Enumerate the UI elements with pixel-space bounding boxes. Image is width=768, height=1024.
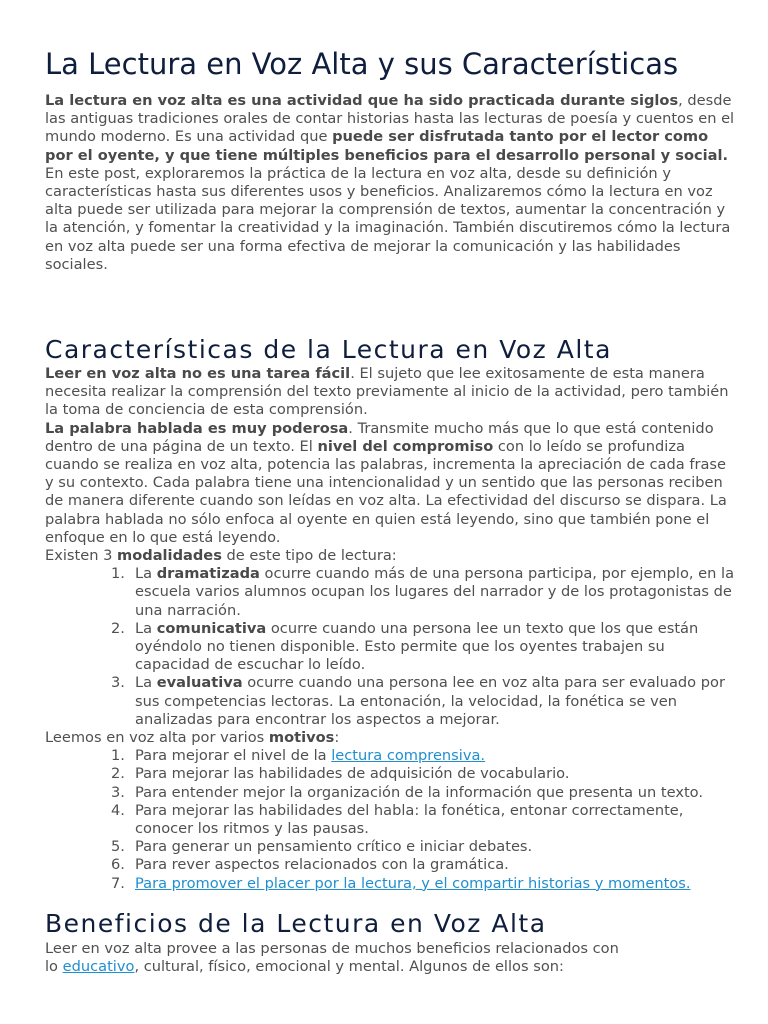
list-number: 1. <box>111 747 125 765</box>
intro-text-1: , desde las antiguas tradiciones orales de contar historias hasta las lecturas de poesía y cuentos en el mundo moderno. Es una actividad que <box>45 92 735 146</box>
list-text: Para generar un pensamiento crítico e iniciar debates. <box>135 838 533 856</box>
paragraph-tarea <box>45 365 735 420</box>
paragraph-palabra <box>45 420 735 547</box>
text-tarea: . El sujeto que lee exitosamente de esta manera necesita realizar la comprensión del texto previamente al inicio de la actividad, pero también la toma de conciencia de esta comprensión. <box>45 365 729 419</box>
list-number: 6. <box>111 856 125 874</box>
list-text: Para rever aspectos relacionados con la gramática. <box>135 856 509 874</box>
list-item <box>45 838 735 856</box>
list-number: 7. <box>111 874 125 892</box>
list-text: ocurre cuando una persona lee un texto que los que están oyéndolo no tienen disponible. Esto permite que los oyentes trabajen su capacidad de escuchar lo leído. <box>135 619 699 674</box>
list-item <box>45 565 735 620</box>
list-number: 1. <box>111 565 125 583</box>
bold-modalidades: modalidades <box>117 547 222 565</box>
bold-compromiso: nivel del compromiso <box>317 437 494 455</box>
list-text: Para mejorar las habilidades de adquisición de vocabulario. <box>135 765 570 783</box>
motivos-list <box>45 747 735 893</box>
bold-comunicativa: comunicativa <box>156 619 267 637</box>
list-number: 5. <box>111 838 125 856</box>
list-text: ocurre cuando más de una persona participa, por ejemplo, en la escuela varios alumnos ocupan los lugares del narrador y de los protagonistas de una narración. <box>135 565 735 619</box>
list-number: 3. <box>111 783 125 801</box>
bold-evaluativa: evaluativa <box>156 674 243 692</box>
list-text: Para entender mejor la organización de la información que presenta un texto. <box>135 783 703 801</box>
link-educativo[interactable]: educativo <box>62 958 135 976</box>
list-item <box>45 747 735 765</box>
paragraph-motivos <box>45 729 735 747</box>
list-text: La <box>135 565 157 583</box>
bold-tarea: Leer en voz alta no es una tarea fácil <box>45 365 351 382</box>
section-beneficios <box>45 940 735 976</box>
list-item <box>45 875 735 893</box>
section-caracteristicas <box>45 365 735 893</box>
beneficios-line-1: Leer en voz alta provee a las personas de muchos beneficios relacionados con <box>45 940 619 957</box>
intro-paragraph-1 <box>45 92 735 165</box>
intro <box>45 92 735 274</box>
intro-paragraph-2: En este post, exploraremos la práctica de la lectura en voz alta, desde su definición y características hasta sus diferentes usos y beneficios. Analizaremos cómo la lectura en voz alta puede ser utilizada para mejorar la comprensión de textos, aumentar la concentración y la atención, y fomentar la creatividad y la imaginación. También discutiremos cómo la lectura en voz alta puede ser una forma efectiva de mejorar la comunicación y las habilidades sociales. <box>45 164 731 273</box>
list-item <box>45 856 735 874</box>
link-placer-lectura[interactable]: Para promover el placer por la lectura, y el compartir historias y momentos. <box>135 874 691 892</box>
list-text: La <box>135 619 157 637</box>
section-heading-caracteristicas: Características de la Lectura en Voz Alta <box>45 335 612 364</box>
bold-palabra: La palabra hablada es muy poderosa <box>45 419 349 437</box>
list-number: 4. <box>111 801 125 819</box>
beneficios-line-2 <box>45 958 735 976</box>
list-item <box>45 784 735 802</box>
intro-bold-1: La lectura en voz alta es una actividad que ha sido practicada durante siglos <box>45 92 679 109</box>
section-heading-beneficios: Beneficios de la Lectura en Voz Alta <box>45 909 547 938</box>
list-item <box>45 802 735 838</box>
text-colon: : <box>334 729 340 747</box>
paragraph-modalidades <box>45 547 735 565</box>
list-item <box>45 620 735 675</box>
list-text: La <box>135 674 157 692</box>
text-palabra-1: . Transmite mucho más que lo que está contenido dentro de una página de un texto. El <box>45 419 714 455</box>
modalidades-list <box>45 565 735 729</box>
list-number: 2. <box>111 619 125 637</box>
list-text: Para mejorar las habilidades del habla: la fonética, entonar correctamente, conocer los ritmos y las pausas. <box>135 801 684 838</box>
text-lo: lo <box>45 958 63 976</box>
link-lectura-comprensiva[interactable]: lectura comprensiva. <box>331 747 486 765</box>
list-item <box>45 765 735 783</box>
text-palabra-2: con lo leído se profundiza cuando se realiza en voz alta, potencia las palabras, incrementa la apreciación de cada frase y su contexto. Cada palabra tiene una intencionalidad y un sentido que las personas reciben de manera diferente cuando son leídas en voz alta. La efectividad del discurso se dispara. La palabra hablada no sólo enfoca al oyente en quien está leyendo, sino que también pone el enfoque en lo que está leyendo. <box>45 437 727 546</box>
list-text: Para mejorar el nivel de la <box>135 747 332 765</box>
text-leemos: Leemos en voz alta por varios <box>45 729 269 747</box>
page-title: La Lectura en Voz Alta y sus Características <box>45 47 679 81</box>
list-number: 2. <box>111 765 125 783</box>
bold-dramatizada: dramatizada <box>156 565 260 583</box>
intro-bold-2: puede ser disfrutada tanto por el lector como por el oyente, y que tiene múltiples beneficios para el desarrollo personal y social. <box>45 128 729 164</box>
text-tipo: de este tipo de lectura: <box>221 547 397 565</box>
list-item <box>45 674 735 729</box>
bold-motivos: motivos <box>268 729 335 747</box>
list-number: 3. <box>111 674 125 692</box>
text-existen: Existen 3 <box>45 547 118 565</box>
text-beneficios-rest: , cultural, físico, emocional y mental. Algunos de ellos son: <box>134 958 564 976</box>
list-text: ocurre cuando una persona lee en voz alta para ser evaluado por sus competencias lectoras. La entonación, la velocidad, la fonética se ven analizadas para encontrar los aspectos a mejorar. <box>135 674 725 728</box>
